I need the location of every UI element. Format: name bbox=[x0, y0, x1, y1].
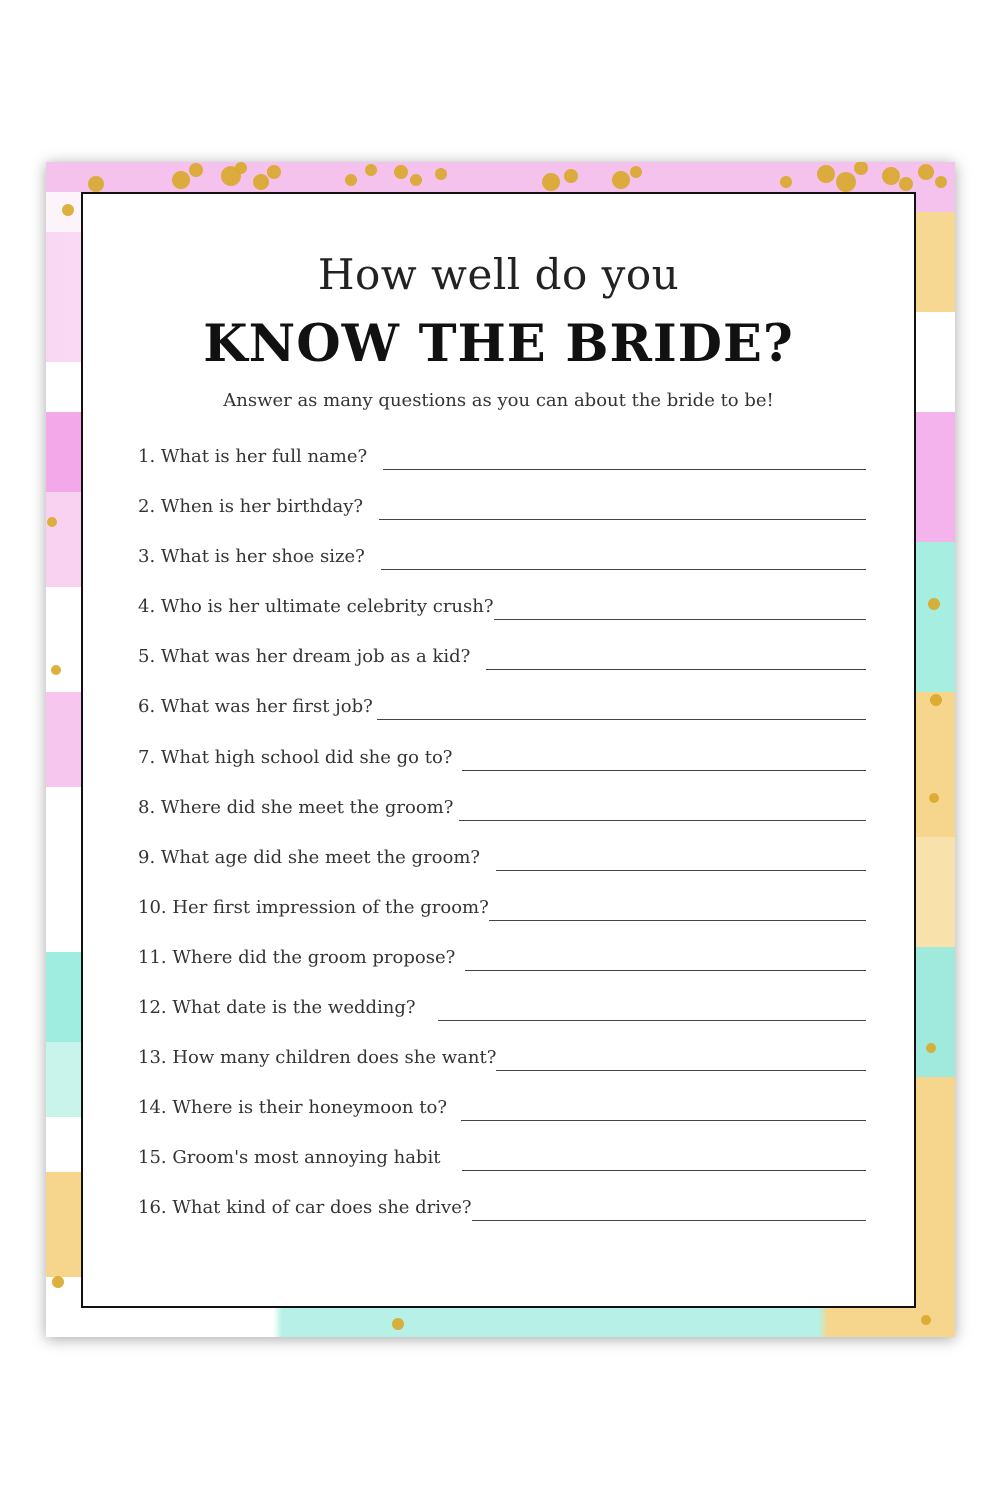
gold-confetti-dot bbox=[392, 1318, 404, 1330]
question-text: 1. What is her full name? bbox=[138, 446, 368, 467]
question-text: 15. Groom's most annoying habit bbox=[138, 1147, 441, 1169]
gold-confetti-dot bbox=[51, 665, 61, 675]
gold-confetti-dot bbox=[780, 176, 792, 188]
answer-line[interactable] bbox=[459, 820, 866, 821]
gold-confetti-dot bbox=[918, 164, 934, 180]
gold-confetti-dot bbox=[235, 162, 247, 174]
answer-line[interactable] bbox=[496, 870, 866, 871]
answer-line[interactable] bbox=[494, 619, 867, 620]
printable-sheet bbox=[46, 162, 955, 1337]
gold-confetti-dot bbox=[189, 163, 203, 177]
question-text: 4. Who is her ultimate celebrity crush? bbox=[138, 596, 494, 618]
question-row bbox=[138, 847, 866, 897]
gold-confetti-dot bbox=[899, 177, 913, 191]
question-text: 13. How many children does she want? bbox=[138, 1047, 497, 1069]
gold-confetti-dot bbox=[345, 174, 357, 186]
question-row bbox=[138, 596, 866, 646]
question-text: 12. What date is the wedding? bbox=[138, 997, 416, 1019]
gold-confetti-dot bbox=[817, 165, 835, 183]
gold-confetti-dot bbox=[62, 204, 74, 216]
question-row bbox=[138, 446, 866, 496]
answer-line[interactable] bbox=[377, 719, 866, 720]
question-row bbox=[138, 496, 866, 546]
answer-line[interactable] bbox=[486, 669, 866, 670]
gold-confetti-dot bbox=[836, 172, 856, 192]
instructions: Answer as many questions as you can about the bride to be! bbox=[223, 390, 774, 411]
question-row bbox=[138, 646, 866, 696]
question-row bbox=[138, 1197, 866, 1247]
question-text: 7. What high school did she go to? bbox=[138, 746, 453, 768]
question-text: 11. Where did the groom propose? bbox=[138, 946, 456, 968]
answer-line[interactable] bbox=[496, 1070, 866, 1071]
question-text: 2. When is her birthday? bbox=[138, 496, 364, 518]
gold-confetti-dot bbox=[52, 1276, 64, 1288]
quiz-card bbox=[81, 192, 916, 1308]
gold-confetti-dot bbox=[564, 169, 578, 183]
question-row bbox=[138, 797, 866, 847]
question-row bbox=[138, 546, 866, 596]
question-text: 9. What age did she meet the groom? bbox=[138, 846, 481, 868]
question-row bbox=[138, 696, 866, 746]
gold-confetti-dot bbox=[882, 167, 900, 185]
gold-confetti-dot bbox=[435, 168, 447, 180]
gold-confetti-dot bbox=[267, 165, 281, 179]
question-text: 3. What is her shoe size? bbox=[138, 546, 365, 568]
gold-confetti-dot bbox=[365, 164, 377, 176]
gold-confetti-dot bbox=[172, 171, 190, 189]
question-text: 16. What kind of car does she drive? bbox=[138, 1197, 472, 1219]
answer-line[interactable] bbox=[489, 920, 866, 921]
answer-line[interactable] bbox=[379, 519, 866, 520]
answer-line[interactable] bbox=[462, 770, 866, 771]
gold-confetti-dot bbox=[935, 176, 947, 188]
gold-confetti-dot bbox=[928, 598, 940, 610]
gold-confetti-dot bbox=[630, 166, 642, 178]
question-row bbox=[138, 947, 866, 997]
question-text: 8. Where did she meet the groom? bbox=[138, 796, 454, 818]
gold-confetti-dot bbox=[88, 176, 104, 192]
question-row bbox=[138, 747, 866, 797]
question-text: 5. What was her dream job as a kid? bbox=[138, 646, 471, 668]
answer-line[interactable] bbox=[462, 1170, 866, 1171]
gold-confetti-dot bbox=[926, 1043, 936, 1053]
title-line-1: How well do you bbox=[317, 250, 680, 299]
gold-confetti-dot bbox=[542, 173, 560, 191]
question-row bbox=[138, 997, 866, 1047]
question-text: 6. What was her first job? bbox=[138, 696, 373, 718]
answer-line[interactable] bbox=[461, 1120, 866, 1121]
gold-confetti-dot bbox=[253, 174, 269, 190]
question-row bbox=[138, 1097, 866, 1147]
question-row bbox=[138, 1147, 866, 1197]
title-line-2: KNOW THE BRIDE? bbox=[203, 314, 794, 374]
question-text: 10. Her first impression of the groom? bbox=[138, 896, 489, 918]
question-list bbox=[138, 446, 866, 1248]
question-row bbox=[138, 1047, 866, 1097]
gold-confetti-dot bbox=[921, 1315, 931, 1325]
gold-confetti-dot bbox=[854, 162, 868, 175]
gold-confetti-dot bbox=[410, 174, 422, 186]
question-row bbox=[138, 897, 866, 947]
gold-confetti-dot bbox=[929, 793, 939, 803]
answer-line[interactable] bbox=[381, 569, 866, 570]
gold-confetti-dot bbox=[930, 694, 942, 706]
gold-confetti-dot bbox=[612, 171, 630, 189]
gold-confetti-dot bbox=[47, 517, 57, 527]
answer-line[interactable] bbox=[465, 970, 866, 971]
answer-line[interactable] bbox=[438, 1020, 866, 1021]
answer-line[interactable] bbox=[383, 469, 866, 470]
question-text: 14. Where is their honeymoon to? bbox=[138, 1097, 447, 1119]
gold-confetti-dot bbox=[394, 165, 408, 179]
answer-line[interactable] bbox=[472, 1220, 866, 1221]
